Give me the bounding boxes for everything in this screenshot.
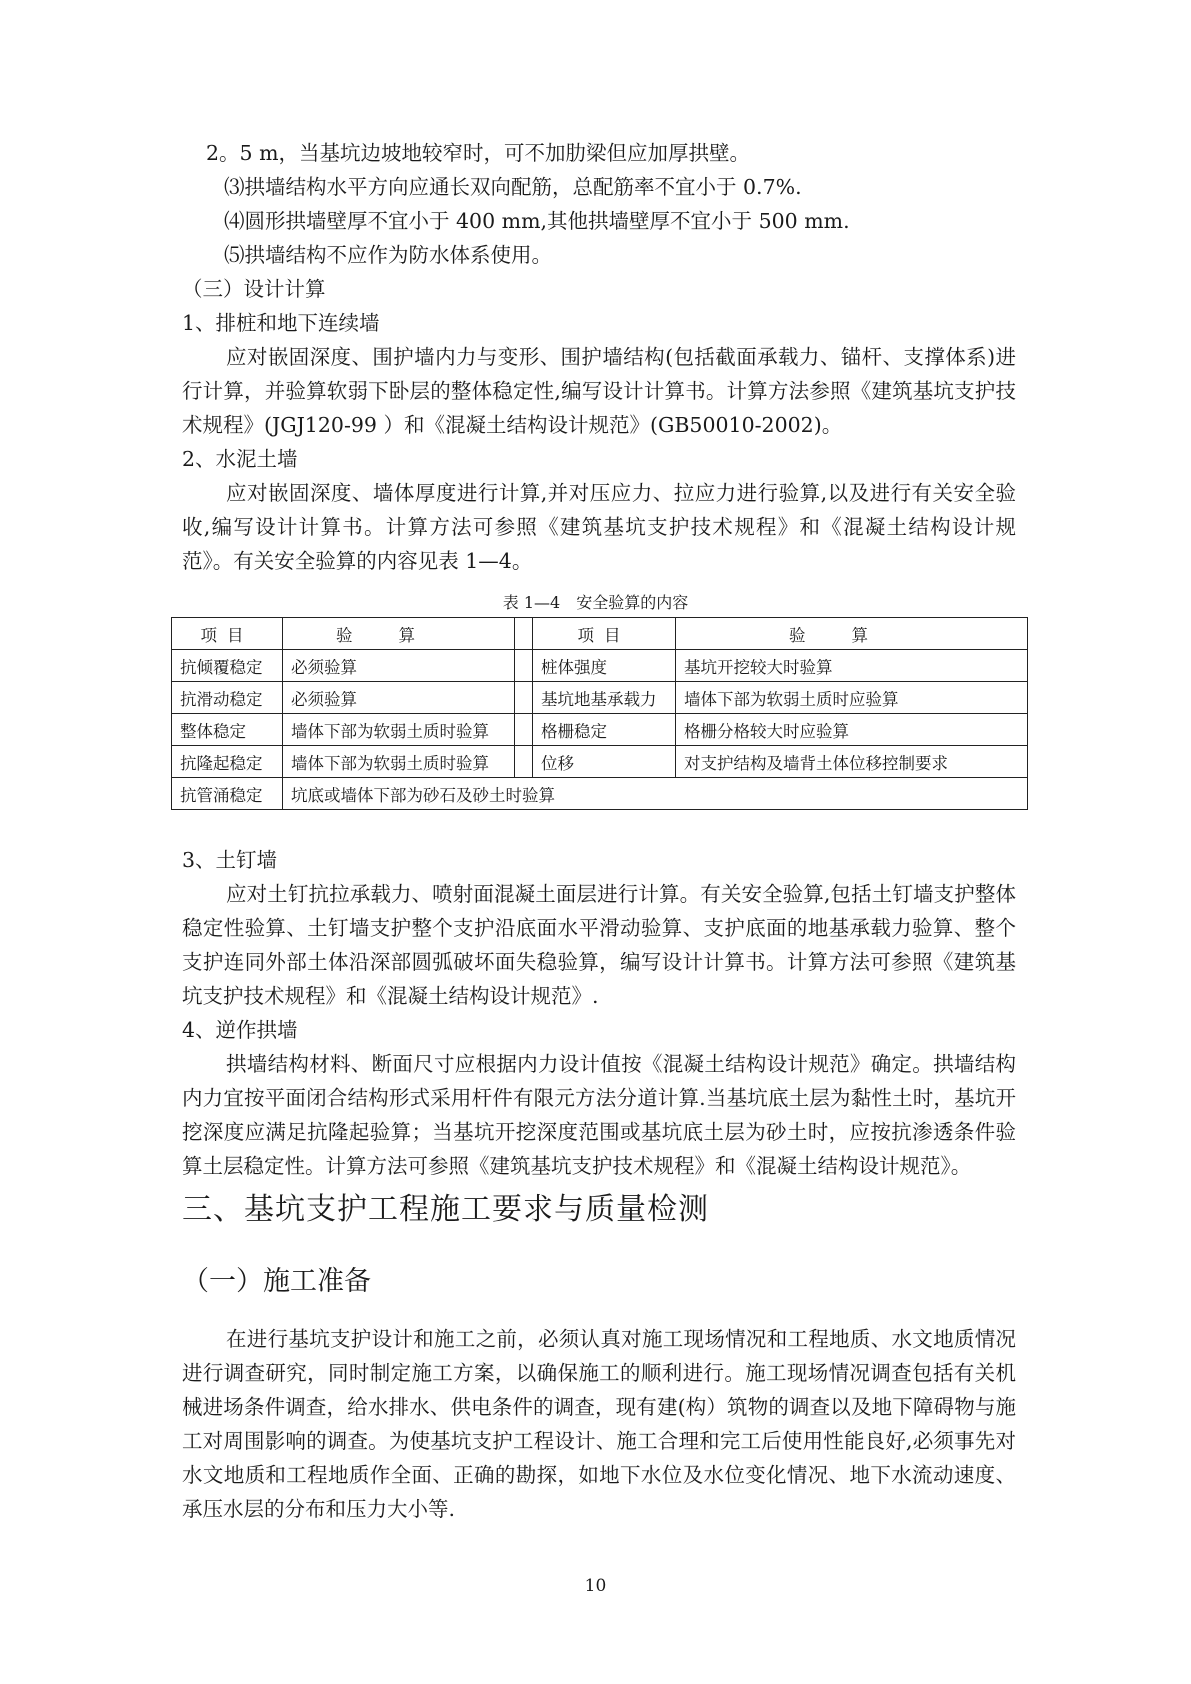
table-header-row (172, 618, 1028, 650)
text-line-reinforcement: ⑶拱墙结构水平方向应通长双向配筋，总配筋率不宜小于 0.7%. (224, 175, 802, 199)
table-cell: 抗倾覆稳定 (172, 650, 283, 682)
table-cell: 整体稳定 (172, 714, 283, 746)
table-cell: 基坑开挖较大时验算 (676, 650, 1028, 682)
table-row (172, 778, 1028, 810)
table-caption: 表 1—4 安全验算的内容 (502, 593, 689, 612)
table-row (172, 714, 1028, 746)
table-row (172, 682, 1028, 714)
table-cell: 抗隆起稳定 (172, 746, 283, 778)
table-cell: 必须验算 (283, 650, 515, 682)
paragraph-construction-preparation: 在进行基坑支护设计和施工之前，必须认真对施工现场情况和工程地质、水文地质情况进行调查研究，同时制定施工方案，以确保施工的顺利进行。施工现场情况调查包括有关机械进场条件调查，给水排水、供电条件的调查，现有建(构）筑物的调查以及地下障碍物与施工对周围影响的调查。为使基坑支护工程设计、施工合理和完工后使用性能良好,必须事先对水文地质和工程地质作全面、正确的勘探，如地下水位及水位变化情况、地下水流动速度、承压水层的分布和压力大小等. (182, 1327, 1016, 1521)
table-cell: 墙体下部为软弱土质时验算 (283, 714, 515, 746)
table-cell: 必须验算 (283, 682, 515, 714)
paragraph-reverse-arch-wall: 拱墙结构材料、断面尺寸应根据内力设计值按《混凝土结构设计规范》确定。拱墙结构内力宜按平面闭合结构形式采用杆件有限元方法分道计算.当基坑底土层为黏性土时，基坑开挖深度应满足抗隆起验算；当基坑开挖深度范围或基坑底土层为砂土时，应按抗渗透条件验算土层稳定性。计算方法可参照《建筑基坑支护技术规程》和《混凝土结构设计规范》。 (182, 1052, 1016, 1178)
table-cell: 墙体下部为软弱土质时应验算 (676, 682, 1028, 714)
table-cell: 坑底或墙体下部为砂石及砂土时验算 (283, 778, 1028, 810)
paragraph-soil-nail-wall: 应对土钉抗拉承载力、喷射面混凝土面层进行计算。有关安全验算,包括土钉墙支护整体稳定性验算、土钉墙支护整个支护沿底面水平滑动验算、支护底面的地基承载力验算、整个支护连同外部土体沿深部圆弧破坏面失稳验算，编写设计计算书。计算方法可参照《建筑基坑支护技术规程》和《混凝土结构设计规范》. (182, 882, 1016, 1008)
paragraph-cement-soil-wall: 应对嵌固深度、墙体厚度进行计算,并对压应力、拉应力进行验算,以及进行有关安全验收,编写设计计算书。计算方法可参照《建筑基坑支护技术规程》和《混凝土结构设计规范》。有关安全验算的内容见表 1—4。 (182, 481, 1016, 573)
subheading-design-calculation: （三）设计计算 (182, 277, 326, 301)
table-cell: 位移 (533, 746, 676, 778)
page-number: 10 (584, 1576, 607, 1596)
heading-pile-and-diaphragm-wall: 1、排桩和地下连续墙 (182, 311, 380, 335)
section-title: 三、基坑支护工程施工要求与质量检测 (182, 1192, 709, 1227)
table-gap-cell (515, 650, 533, 682)
table-cell: 对支护结构及墙背土体位移控制要求 (676, 746, 1028, 778)
text-line-wall-thickness: ⑷圆形拱墙壁厚不宜小于 400 mm,其他拱墙壁厚不宜小于 500 mm. (224, 209, 850, 233)
header-check: 验算 (283, 618, 515, 650)
text-line-arch-rib: 2。5 m，当基坑边坡地较窄时，可不加肋梁但应加厚拱壁。 (206, 141, 751, 165)
table-cell: 抗滑动稳定 (172, 682, 283, 714)
text-line-waterproof: ⑸拱墙结构不应作为防水体系使用。 (224, 243, 552, 267)
subsection-title: （一）施工准备 (182, 1266, 371, 1297)
heading-reverse-arch-wall: 4、逆作拱墙 (182, 1018, 298, 1042)
table-cell: 桩体强度 (533, 650, 676, 682)
table-cell: 基坑地基承载力 (533, 682, 676, 714)
heading-soil-nail-wall: 3、土钉墙 (182, 848, 278, 872)
table-cell: 墙体下部为软弱土质时验算 (283, 746, 515, 778)
table-cell: 抗管涌稳定 (172, 778, 283, 810)
table-gap-cell (515, 746, 533, 778)
header-item: 项目 (172, 618, 283, 650)
table-row (172, 650, 1028, 682)
table-cell: 格栅稳定 (533, 714, 676, 746)
table-cell: 格栅分格较大时应验算 (676, 714, 1028, 746)
paragraph-pile-wall-calculation: 应对嵌固深度、围护墙内力与变形、围护墙结构(包括截面承载力、锚杆、支撑体系)进行计算，并验算软弱下卧层的整体稳定性,编写设计计算书。计算方法参照《建筑基坑支护技术规程》(JGJ120-99 ）和《混凝土结构设计规范》(GB50010-2002)。 (182, 345, 1016, 437)
heading-cement-soil-wall: 2、水泥土墙 (182, 447, 298, 471)
header-item-2: 项目 (533, 618, 676, 650)
safety-check-table (171, 617, 1028, 810)
header-check-2: 验算 (676, 618, 1028, 650)
table-gap-cell (515, 618, 533, 650)
table-gap-cell (515, 714, 533, 746)
table-row (172, 746, 1028, 778)
table-gap-cell (515, 682, 533, 714)
